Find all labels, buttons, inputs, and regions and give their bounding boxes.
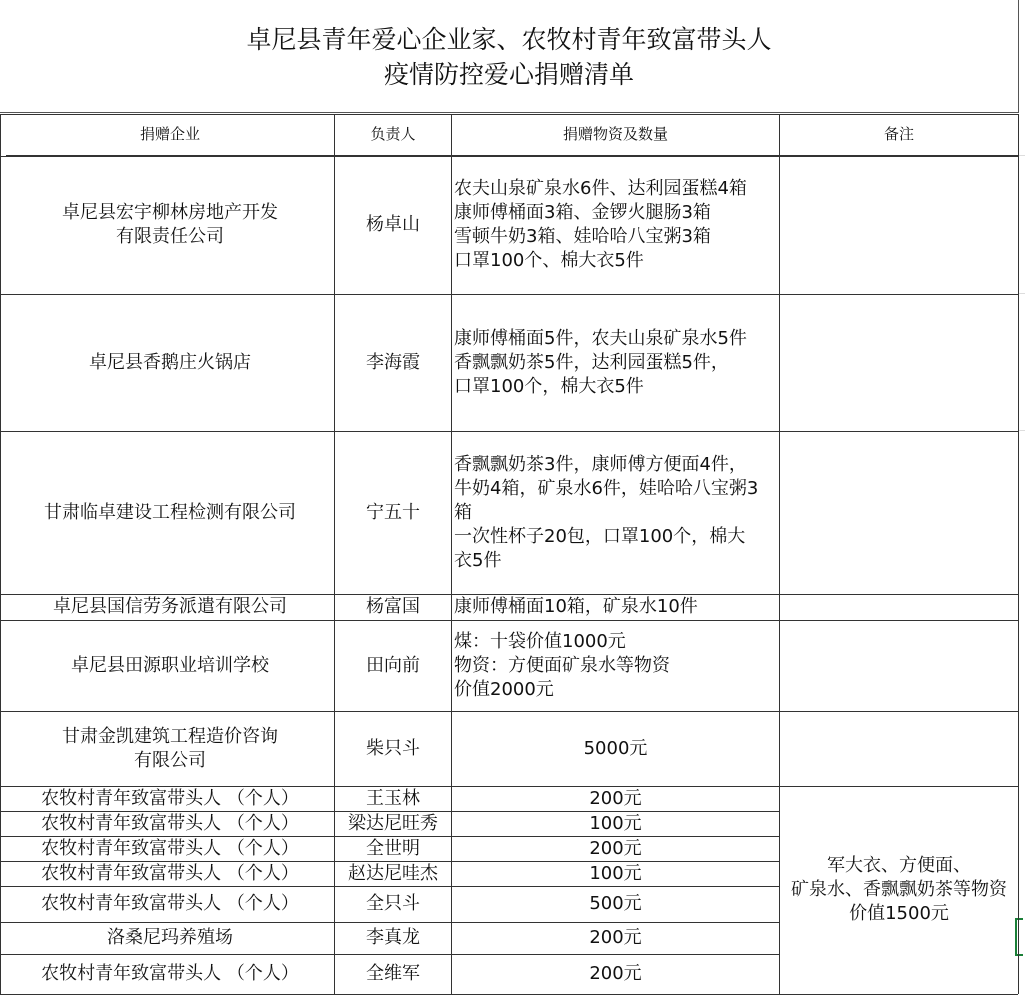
column-border	[1018, 114, 1019, 994]
donor-company: 农牧村青年致富带头人 （个人）	[41, 893, 299, 914]
donation-items: 200元	[589, 963, 642, 984]
donor-company: 甘肃金凯建筑工程造价咨询 有限公司	[62, 725, 278, 771]
column-border	[334, 114, 335, 994]
donor-company: 农牧村青年致富带头人 （个人）	[41, 963, 299, 984]
header-remarks: 备注	[780, 114, 1018, 156]
donation-items: 100元	[589, 812, 642, 834]
responsible-person: 全维军	[366, 963, 420, 984]
remark-cell	[780, 711, 1018, 786]
title-line-2: 疫情防控爱心捐赠清单	[383, 60, 634, 89]
column-border	[451, 114, 452, 994]
donor-company: 洛桑尼玛养殖场	[107, 927, 233, 948]
row-border	[0, 620, 1018, 621]
donation-items: 康师傅桶面10箱，矿泉水10件	[454, 596, 698, 617]
donor-company: 农牧村青年致富带头人 （个人）	[41, 862, 299, 884]
donation-items: 200元	[589, 837, 642, 859]
merged-remark: 军大衣、方便面、 矿泉水、香飘飘奶茶等物资 价值1500元	[791, 855, 1007, 924]
header-company: 捐赠企业	[6, 114, 334, 156]
header-person: 负责人	[335, 114, 451, 156]
column-border	[779, 114, 780, 994]
donation-items: 500元	[589, 893, 642, 914]
row-border	[0, 922, 779, 923]
row-border	[0, 431, 1018, 432]
responsible-person: 杨卓山	[366, 214, 420, 235]
donation-items: 200元	[589, 927, 642, 948]
remark-cell	[780, 294, 1018, 431]
selection-marker	[1015, 918, 1023, 956]
row-border	[0, 114, 1018, 115]
remark-cell	[780, 156, 1018, 294]
responsible-person: 李真龙	[366, 927, 420, 948]
row-border	[0, 786, 1018, 787]
row-border	[0, 861, 779, 862]
donation-items: 煤：十袋价值1000元 物资：方便面矿泉水等物资 价值2000元	[454, 630, 670, 700]
responsible-person: 宁五十	[366, 501, 420, 523]
row-border	[0, 954, 779, 955]
header-items: 捐赠物资及数量	[452, 114, 779, 156]
responsible-person: 田向前	[366, 654, 420, 676]
row-border	[0, 711, 1018, 712]
donation-items: 康师傅桶面5件，农夫山泉矿泉水5件 香飘飘奶茶5件，达利园蛋糕5件， 口罩100个，棉大衣5件	[454, 327, 747, 397]
responsible-person: 赵达尼哇杰	[348, 862, 438, 884]
title-line-1: 卓尼县青年爱心企业家、农牧村青年致富带头人	[246, 25, 772, 54]
donor-company: 农牧村青年致富带头人 （个人）	[41, 787, 299, 809]
sheet-gridline	[1019, 430, 1025, 431]
responsible-person: 柴只斗	[366, 737, 420, 759]
column-border	[0, 114, 1, 994]
row-border	[0, 294, 1018, 295]
donation-items: 200元	[589, 787, 642, 809]
donation-items: 5000元	[583, 737, 648, 759]
row-border	[0, 886, 779, 887]
remark-cell	[780, 431, 1018, 594]
remark-cell	[780, 594, 1018, 620]
row-border	[0, 811, 779, 812]
donation-items: 香飘飘奶茶3件，康师傅方便面4件， 牛奶4箱，矿泉水6件，娃哈哈八宝粥3 箱 一次性杯子20包，口罩100个，棉大 衣5件	[454, 453, 759, 571]
row-border	[0, 156, 1018, 157]
donation-items: 农夫山泉矿泉水6件、达利园蛋糕4箱 康师傅桶面3箱、金锣火腿肠3箱 雪顿牛奶3箱、娃哈哈八宝粥3箱 口罩100个、棉大衣5件	[454, 178, 747, 271]
responsible-person: 全世明	[366, 837, 420, 859]
row-border	[0, 594, 1018, 595]
donor-company: 卓尼县香鹅庄火锅店	[89, 351, 251, 373]
responsible-person: 全只斗	[366, 893, 420, 914]
row-border	[0, 836, 779, 837]
responsible-person: 梁达尼旺秀	[348, 812, 438, 834]
donor-company: 卓尼县国信劳务派遣有限公司	[53, 596, 287, 617]
donor-company: 甘肃临卓建设工程检测有限公司	[44, 501, 296, 523]
donor-company: 卓尼县宏宇柳林房地产开发 有限责任公司	[62, 202, 278, 247]
sheet-gridline	[1019, 155, 1025, 156]
document-title	[0, 0, 1019, 113]
responsible-person: 王玉林	[366, 787, 420, 809]
donor-company: 卓尼县田源职业培训学校	[71, 654, 269, 676]
responsible-person: 杨富国	[366, 596, 420, 617]
donor-company: 农牧村青年致富带头人 （个人）	[41, 837, 299, 859]
row-border	[0, 994, 1018, 995]
donation-items: 100元	[589, 862, 642, 884]
donor-company: 农牧村青年致富带头人 （个人）	[41, 812, 299, 834]
remark-cell	[780, 620, 1018, 711]
responsible-person: 李海霞	[366, 351, 420, 373]
sheet-gridline	[1019, 293, 1025, 294]
